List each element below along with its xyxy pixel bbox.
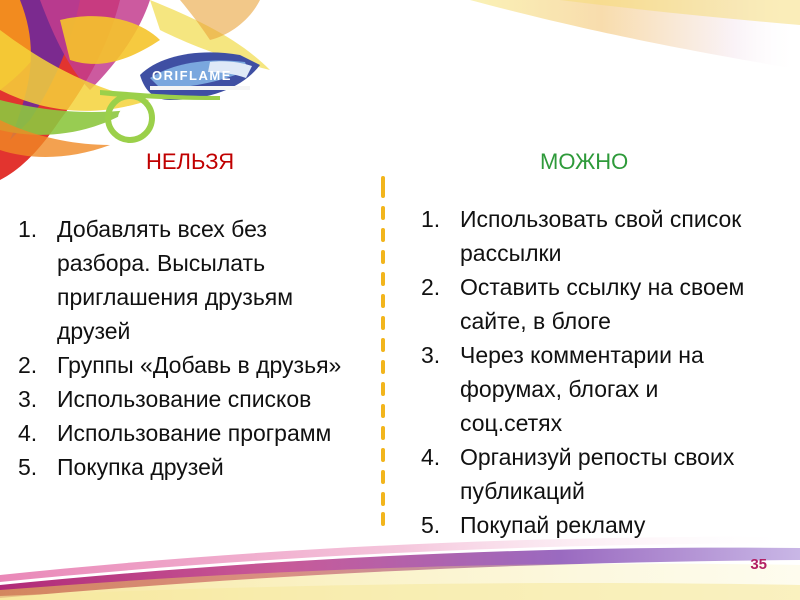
list-item: [421, 508, 761, 542]
list-item: [18, 416, 363, 450]
oriflame-logo-text: ORIFLAME: [152, 68, 232, 83]
forbidden-list: [18, 212, 363, 484]
list-item-number: 2.: [18, 352, 38, 378]
list-item-number: 3.: [421, 342, 441, 368]
list-item-text: Оставить ссылку на своем сайте, в блоге: [460, 274, 745, 334]
list-item-number: 1.: [421, 206, 441, 232]
list-item-number: 4.: [421, 444, 441, 470]
list-item-number: 5.: [421, 512, 441, 538]
list-item-text: Организуй репосты своих публикаций: [460, 444, 735, 504]
list-item: [421, 202, 761, 270]
list-item: [18, 348, 363, 382]
list-item-text: Использовать свой список рассылки: [460, 206, 742, 266]
list-item-text: Покупка друзей: [57, 454, 224, 480]
heading-allowed: МОЖНО: [540, 149, 629, 174]
list-item-text: Группы «Добавь в друзья»: [57, 352, 342, 378]
list-item: [18, 382, 363, 416]
list-item-number: 1.: [18, 216, 38, 242]
list-item: [421, 440, 761, 508]
list-item-number: 4.: [18, 420, 38, 446]
heading-forbidden: НЕЛЬЗЯ: [146, 149, 235, 174]
list-item: [421, 270, 761, 338]
list-item: [18, 212, 363, 348]
list-item-text: Добавлять всех без разбора. Высылать приглашения друзьям друзей: [57, 216, 294, 344]
list-item-text: Использование списков: [57, 386, 312, 412]
list-item-text: Использование программ: [57, 420, 332, 446]
column-divider: [379, 176, 387, 526]
allowed-list: [421, 202, 761, 542]
list-item-text: Покупай рекламу: [460, 512, 646, 538]
list-item-number: 3.: [18, 386, 38, 412]
list-item: [18, 450, 363, 484]
list-item-number: 5.: [18, 454, 38, 480]
list-item-number: 2.: [421, 274, 441, 300]
list-item-text: Через комментарии на форумах, блогах и соц.сетях: [460, 342, 704, 436]
list-item: [421, 338, 761, 440]
slide-page-number: 35: [750, 556, 767, 573]
